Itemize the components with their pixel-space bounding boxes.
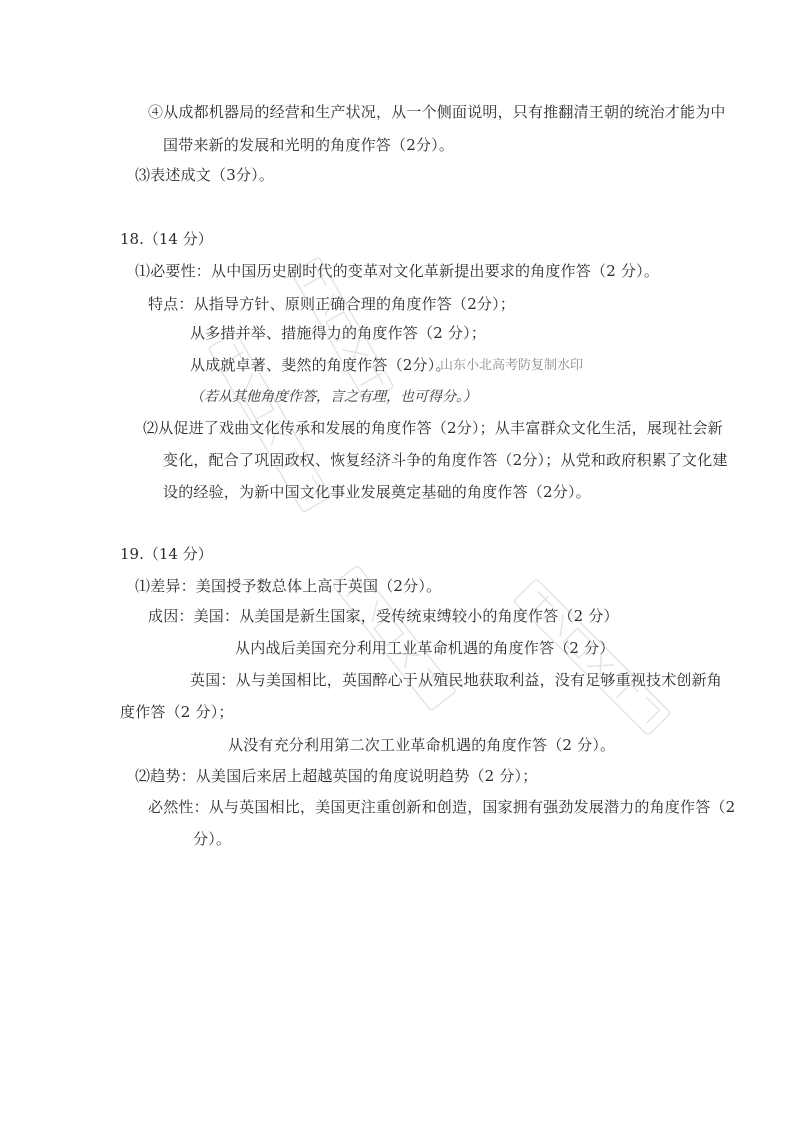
q18-part1-necessity: ⑴必要性：从中国历史剧时代的变革对文化革新提出要求的角度作答（2 分）。 [135,262,660,280]
q18-part2-line3: 设的经验，为新中国文化事业发展奠定基础的角度作答（2分）。 [163,483,591,501]
q18-part2-line2: 变化，配合了巩固政权、恢复经济斗争的角度作答（2分）；从党和政府积累了文化建 [163,451,728,469]
watermark-label: 山东小北高考防复制水印 [440,358,584,373]
q18-part2-line1: ⑵从促进了戏曲文化传承和发展的角度作答（2分）；从丰富群众文化生活，展现社会新 [143,419,723,437]
q19-causes-us-line2: 从内战后美国充分利用工业革命机遇的角度作答（2 分） [235,639,615,657]
q18-features-line3: 从成就卓著、斐然的角度作答（2分）。 [190,356,451,374]
q19-heading: 19.（14 分） [120,545,213,563]
q19-part2-trend: ⑵趋势：从美国后来居上超越英国的角度说明趋势（2 分）； [135,767,538,785]
q18-note: （若从其他角度作答，言之有理，也可得分。） [190,389,477,405]
q19-causes-uk-line2: 度作答（2 分）； [120,703,234,721]
q18-features-line2: 从多措并举、措施得力的角度作答（2 分）； [190,324,487,342]
q19-causes-uk-line1: 英国：从与美国相比，英国醉心于从殖民地获取利益，没有足够重视技术创新角 [190,671,723,689]
q19-causes-uk-line3: 从没有充分利用第二次工业革命机遇的角度作答（2 分）。 [228,736,616,754]
q17-point4-line1: ④从成都机器局的经营和生产状况，从一个侧面说明，只有推翻清王朝的统治才能为中 [148,103,726,121]
q18-heading: 18.（14 分） [120,230,213,248]
q17-part3: ⑶表述成文（3分）。 [135,166,275,184]
q18-features-line1: 特点：从指导方针、原则正确合理的角度作答（2分）； [148,295,516,313]
q19-part1-difference: ⑴差异：美国授予数总体上高于英国（2分）。 [135,577,442,595]
q19-causes-us-line1: 成因：美国：从美国是新生国家，受传统束缚较小的角度作答（2 分） [148,607,619,625]
q19-necessity-line1: 必然性：从与英国相比，美国更注重创新和创造，国家拥有强劲发展潜力的角度作答（2 [148,798,736,816]
q19-necessity-line2: 分）。 [193,830,232,848]
q17-point4-line2: 国带来新的发展和光明的角度作答（2分）。 [163,136,455,154]
